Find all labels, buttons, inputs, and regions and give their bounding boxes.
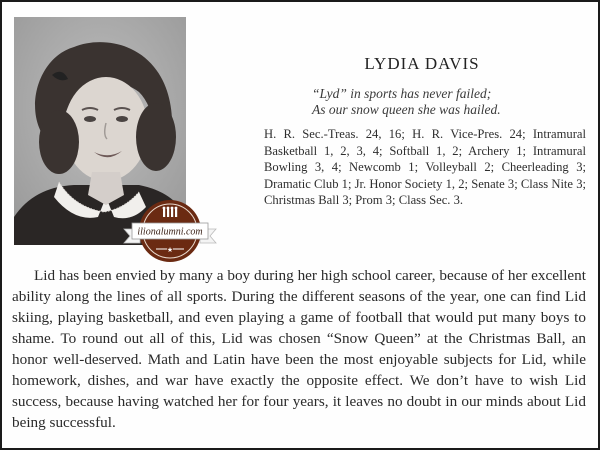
watermark-badge (122, 199, 218, 263)
watermark-text: ilionalumni.com (137, 226, 203, 238)
student-biography: Lid has been envied by many a boy during her high school career, because of her excellent ability along the lines of all sports. During the different seasons of the year, one can find Lid skiing, playing basketball, and even playing a game of football that would put many boys to shame. To round out all of this, Lid was chosen “Snow Queen” at the Christmas Ball, an honor well-deserved. Math and Latin have been the most enjoyable subjects for Lid, while homework, dishes, and war have exactly the opposite effect. We don’t have to wish Lid success, because having watched her for four years, it leaves no doubt in our minds about Lid being successful. (12, 267, 586, 431)
star-icon: ★ (166, 246, 174, 254)
student-name: LYDIA DAVIS (364, 54, 480, 73)
verse-line-2: As our snow queen she was hailed. (312, 102, 501, 117)
verse-line-1: “Lyd” in sports has never failed; (312, 86, 492, 101)
student-verse (282, 86, 562, 118)
student-activities: H. R. Sec.-Treas. 24, 16; H. R. Vice-Pres. 24; Intramural Basketball 1, 2, 3, 4; Softball 1, 2; Archery 1; Intramural Bowling 3, 4; Newcomb 1; Volleyball 2; Cheerleading 3; Dramatic Club 1; Jr. Honor Society 1, 2; Senate 3; Class Nite 3; Christmas Ball 3; Prom 3; Class Sec. 3. (264, 127, 586, 207)
